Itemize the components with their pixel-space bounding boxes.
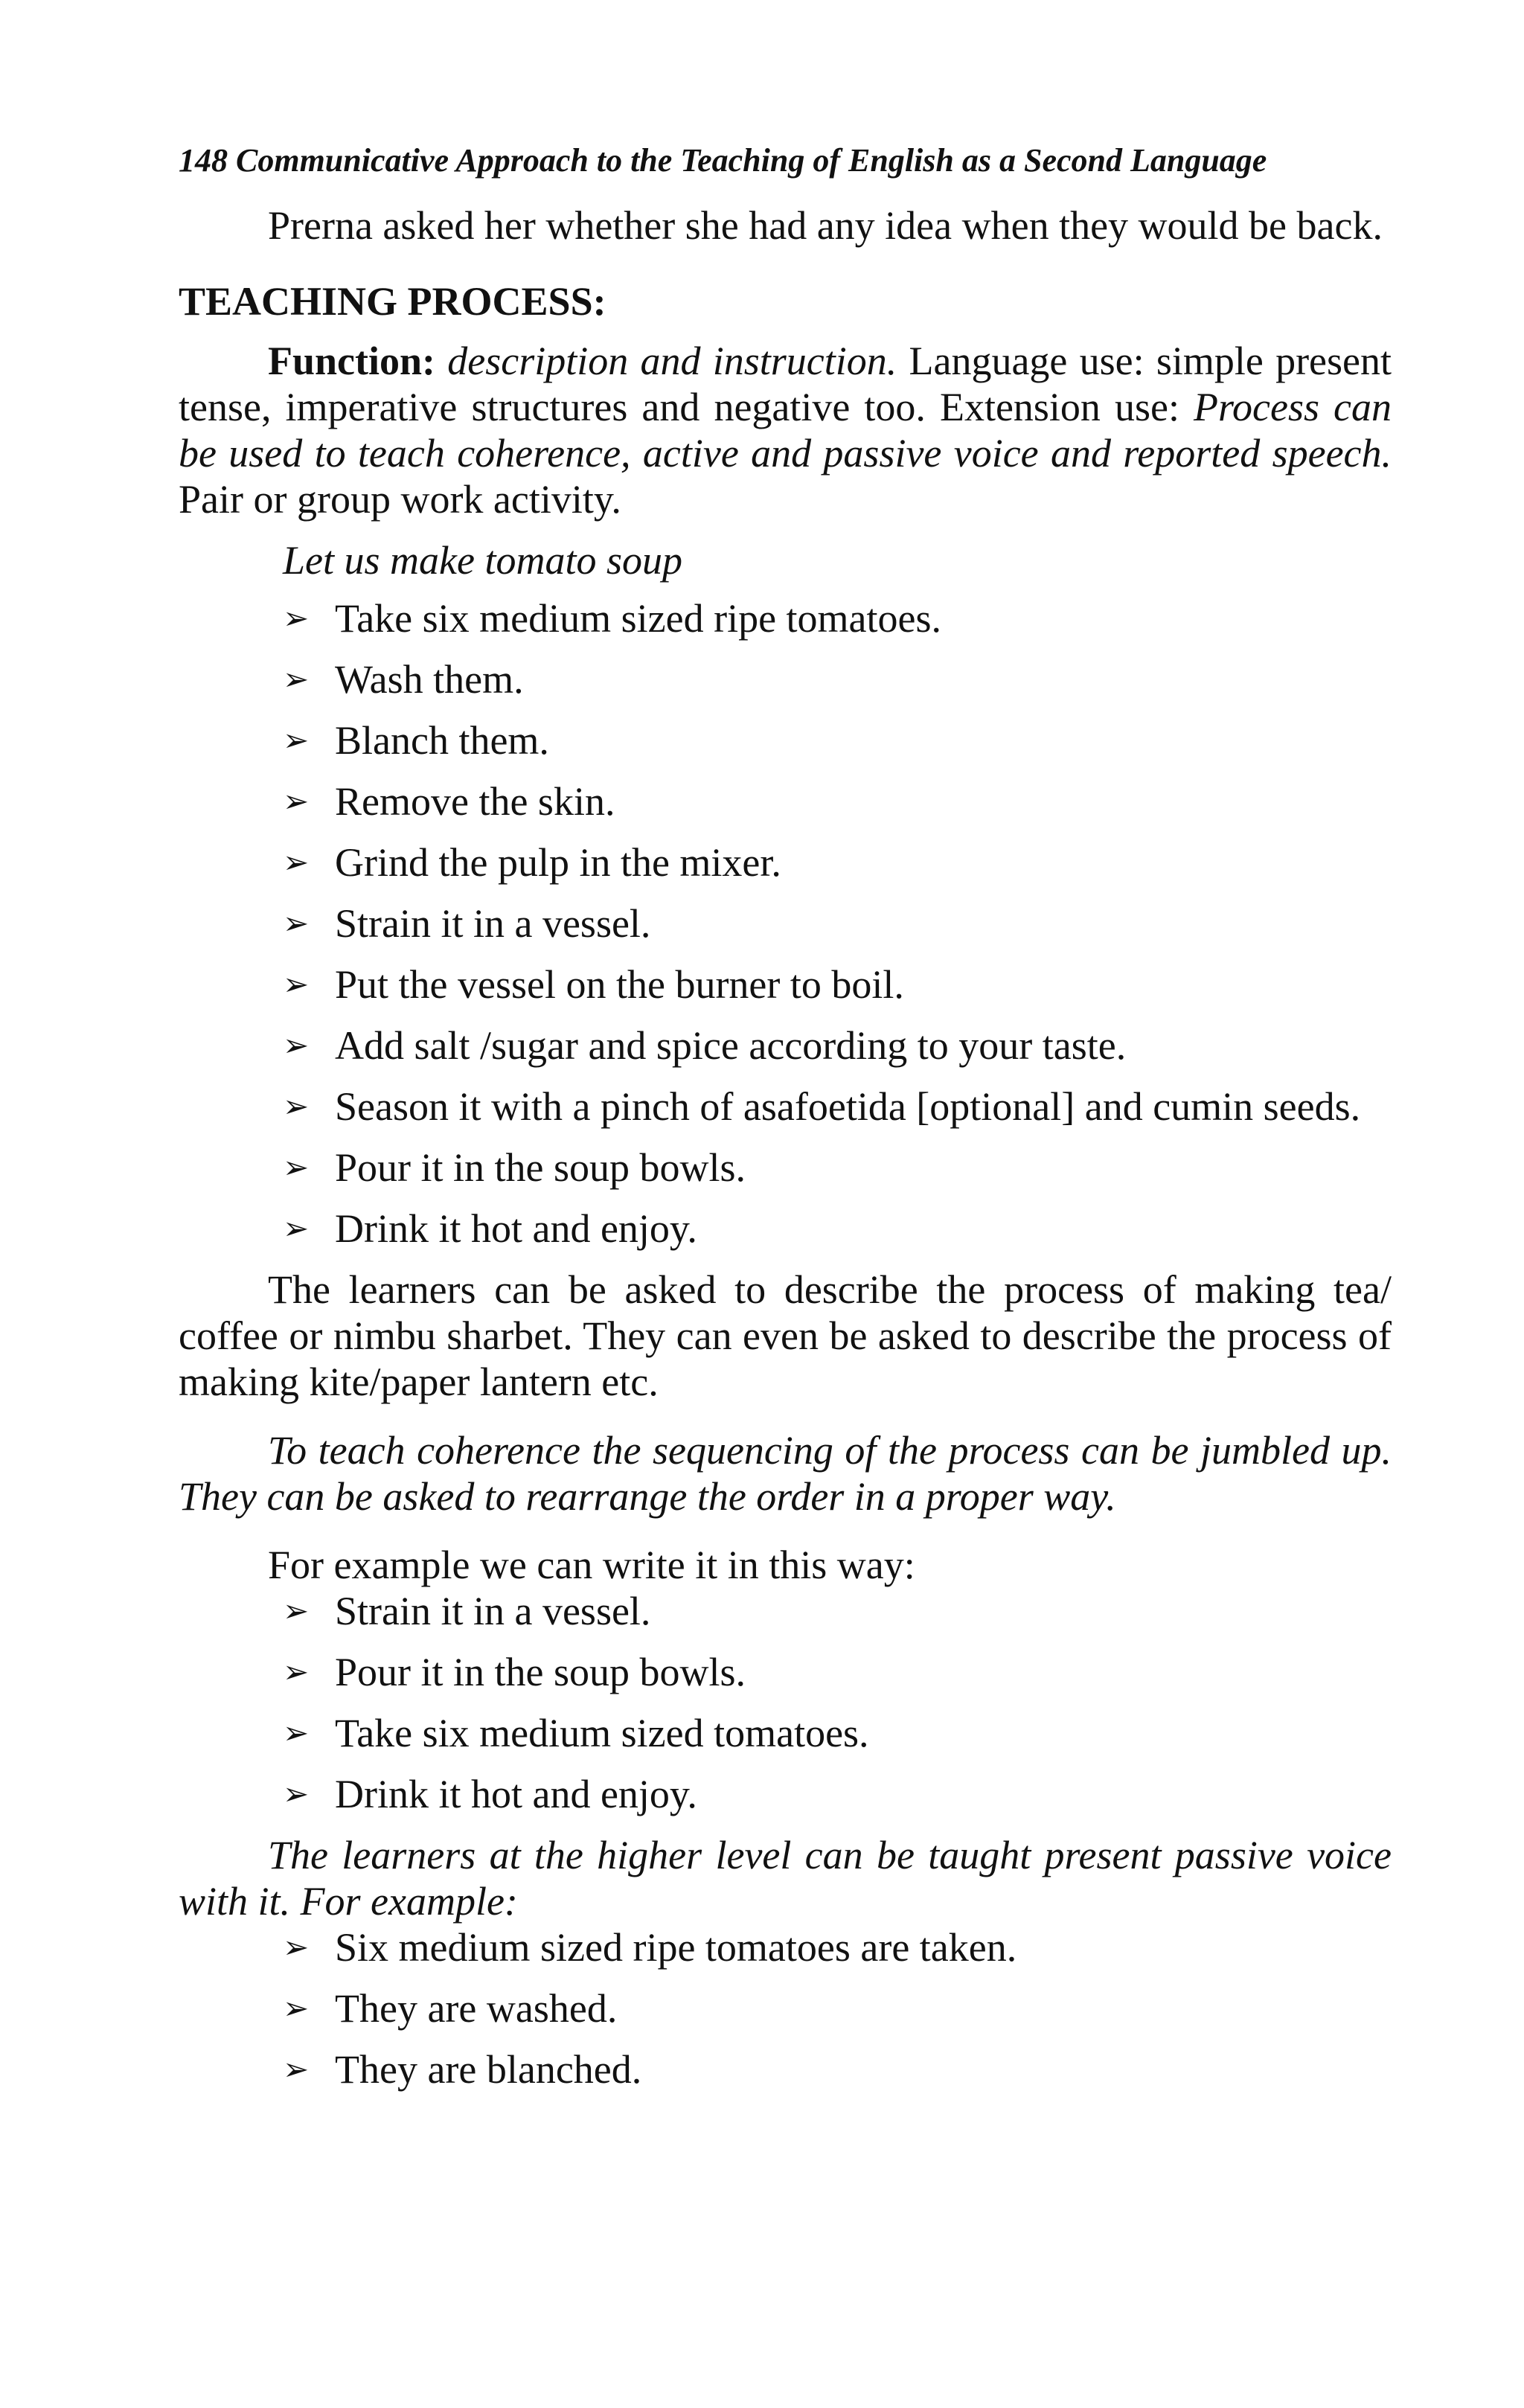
list-item bbox=[283, 595, 1392, 641]
list-item-text: Strain it in a vessel. bbox=[335, 901, 651, 946]
recipe-title: Let us make tomato soup bbox=[283, 538, 682, 583]
list-item-text: They are washed. bbox=[335, 1986, 618, 2031]
passive-voice-paragraph: The learners at the higher level can be taught present passive voice with it. For example: bbox=[179, 1833, 1392, 1924]
function-label: Function: bbox=[268, 339, 436, 383]
list-item-text: Pour it in the soup bowls. bbox=[335, 1650, 746, 1694]
list-item-text: Put the vessel on the burner to boil. bbox=[335, 962, 904, 1007]
arrow-bullet-icon: ➢ bbox=[283, 2051, 310, 2087]
list-item bbox=[283, 1924, 1392, 1970]
list-item-text: Grind the pulp in the mixer. bbox=[335, 840, 781, 885]
arrow-bullet-icon: ➢ bbox=[283, 1990, 310, 2026]
section-heading: TEACHING PROCESS: bbox=[179, 279, 606, 324]
list-item bbox=[283, 1022, 1392, 1069]
list-item-text: Pour it in the soup bowls. bbox=[335, 1145, 746, 1190]
list-item-text: Strain it in a vessel. bbox=[335, 1589, 651, 1633]
coherence-paragraph: To teach coherence the sequencing of the process can be jumbled up. They can be asked to rearrange the order in a proper way. bbox=[179, 1428, 1392, 1519]
arrow-bullet-icon: ➢ bbox=[283, 661, 310, 697]
arrow-bullet-icon: ➢ bbox=[283, 722, 310, 758]
list-item bbox=[283, 656, 1392, 702]
running-head: 148 Communicative Approach to the Teaching of English as a Second Language bbox=[179, 142, 1267, 179]
arrow-bullet-icon: ➢ bbox=[283, 1592, 310, 1629]
list-item bbox=[283, 717, 1392, 763]
list-item bbox=[283, 1771, 1392, 1817]
arrow-bullet-icon: ➢ bbox=[283, 600, 310, 636]
list-item bbox=[283, 1985, 1392, 2031]
example-intro: For example we can write it in this way: bbox=[268, 1543, 915, 1587]
arrow-bullet-icon: ➢ bbox=[283, 844, 310, 880]
arrow-bullet-icon: ➢ bbox=[283, 1775, 310, 1812]
list-item bbox=[283, 1649, 1392, 1695]
list-item bbox=[283, 839, 1392, 886]
arrow-bullet-icon: ➢ bbox=[283, 1653, 310, 1690]
arrow-bullet-icon: ➢ bbox=[283, 1210, 310, 1246]
arrow-bullet-icon: ➢ bbox=[283, 1714, 310, 1751]
list-item bbox=[283, 1205, 1392, 1252]
list-item bbox=[283, 1710, 1392, 1756]
list-item-text: Season it with a pinch of asafoetida [optional] and cumin seeds. bbox=[335, 1084, 1361, 1129]
arrow-bullet-icon: ➢ bbox=[283, 1088, 310, 1124]
language-use-text: Language use: simple present tense, imperative structures and negative too. Extension use: bbox=[179, 339, 1392, 429]
function-paragraph bbox=[179, 338, 1392, 522]
arrow-bullet-icon: ➢ bbox=[283, 1027, 310, 1063]
list-item bbox=[283, 778, 1392, 824]
arrow-bullet-icon: ➢ bbox=[283, 966, 310, 1002]
list-item bbox=[283, 2046, 1392, 2092]
list-item-text: Add salt /sugar and spice according to your taste. bbox=[335, 1023, 1127, 1068]
arrow-bullet-icon: ➢ bbox=[283, 783, 310, 819]
jumbled-steps-list bbox=[179, 1588, 1392, 1817]
list-item bbox=[283, 961, 1392, 1008]
list-item-text: Wash them. bbox=[335, 657, 524, 702]
passive-steps-list bbox=[179, 1924, 1392, 2092]
list-item bbox=[283, 1144, 1392, 1191]
list-item-text: Take six medium sized tomatoes. bbox=[335, 1711, 869, 1755]
list-item bbox=[283, 900, 1392, 947]
list-item-text: Remove the skin. bbox=[335, 779, 615, 824]
recipe-steps-list bbox=[179, 595, 1392, 1252]
book-page bbox=[179, 141, 1392, 2107]
list-item-text: Drink it hot and enjoy. bbox=[335, 1206, 697, 1251]
list-item bbox=[283, 1083, 1392, 1130]
list-item bbox=[283, 1588, 1392, 1634]
list-item-text: Blanch them. bbox=[335, 718, 549, 763]
list-item-text: Take six medium sized ripe tomatoes. bbox=[335, 596, 942, 641]
intro-paragraph: Prerna asked her whether she had any idea when they would be back. bbox=[268, 203, 1383, 248]
list-item-text: Drink it hot and enjoy. bbox=[335, 1772, 697, 1816]
arrow-bullet-icon: ➢ bbox=[283, 1149, 310, 1185]
extension-use-text: Process can be used to teach coherence, active and passive voice and reported speech. bbox=[179, 385, 1392, 475]
pair-work-text: Pair or group work activity. bbox=[179, 477, 621, 522]
arrow-bullet-icon: ➢ bbox=[283, 1929, 310, 1965]
function-description: description and instruction. bbox=[447, 339, 897, 383]
learners-paragraph: The learners can be asked to describe the process of making tea/ coffee or nimbu sharbet. They can even be asked to describe the process of making kite/paper lantern etc. bbox=[179, 1267, 1392, 1404]
list-item-text: They are blanched. bbox=[335, 2047, 642, 2092]
arrow-bullet-icon: ➢ bbox=[283, 905, 310, 941]
list-item-text: Six medium sized ripe tomatoes are taken. bbox=[335, 1925, 1017, 1970]
